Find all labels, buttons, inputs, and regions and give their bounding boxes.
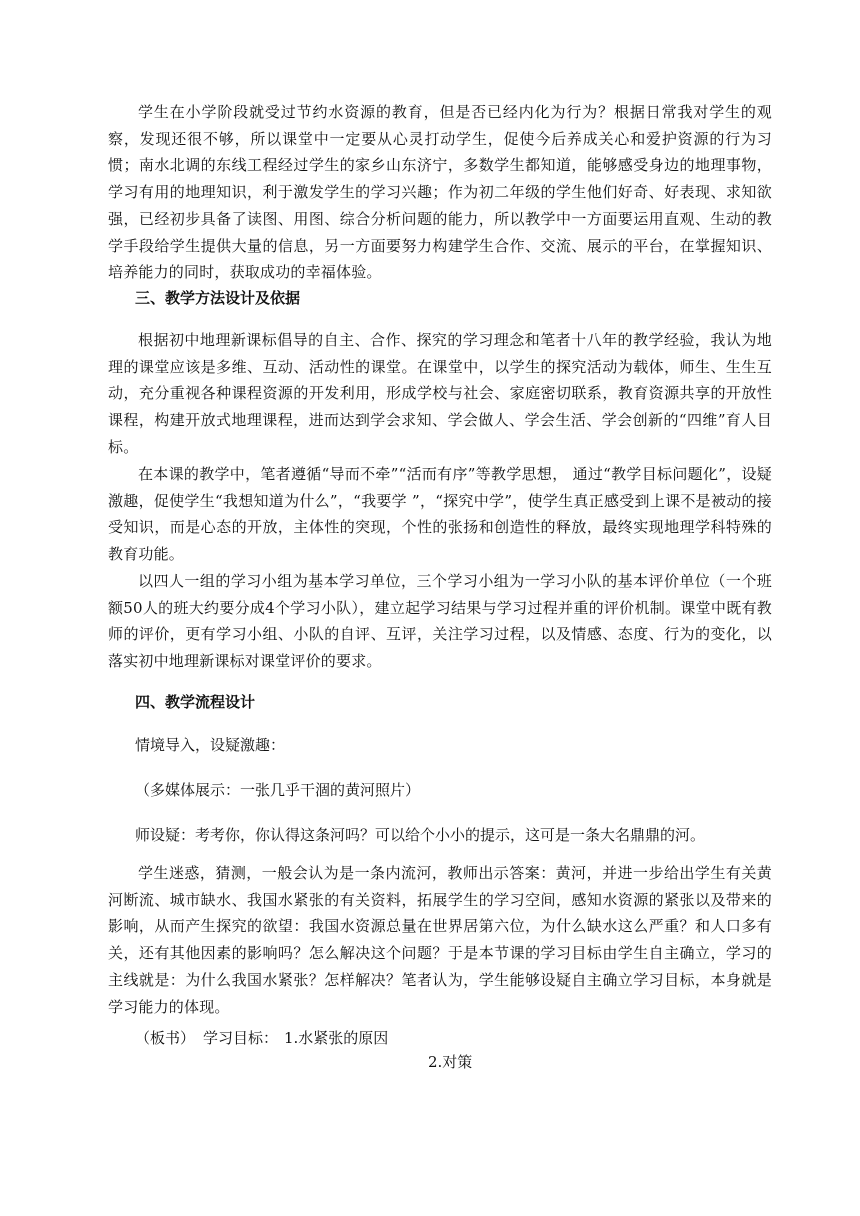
learning-goals-label: 学习目标： xyxy=(203,1029,279,1047)
text-teacher-question: 师设疑：考考你，你认得这条河吗？可以给个小小的提示，这可是一条大名鼎鼎的河。 xyxy=(135,826,706,844)
paragraph-teaching-philosophy: 在本课的教学中，笔者遵循“导而不牵”“活而有序”等教学思想， 通过“教学目标问题化”，设疑激趣，促使学生“我想知道为什么”，“我要学 ”，“探究中学”，使学生真正感受到上课不是被动的接受知识，而是心态的开放，主体性的突现，个性的张扬和创造性的释放，最终实现地理学科特殊的教育功能。 xyxy=(108,465,772,564)
section-heading-teaching-process: 四、教学流程设计 xyxy=(135,693,256,711)
learning-goal-item-1: 1.水紧张的原因 xyxy=(284,1029,389,1047)
paragraph-student-response: 学生迷惑，猜测，一般会认为是一条内流河，教师出示答案：黄河，并进一步给出学生有关黄河断流、城市缺水、我国水紧张的有关资料，拓展学生的学习空间，感知水资源的紧张以及带来的影响，从而产生探究的欲望：我国水资源总量在世界居第六位，为什么缺水这么严重？和人口多有关，还有其他因素的影响吗？怎么解决这个问题？于是本节课的学习目标由学生自主确立，学习的主线就是：为什么我国水紧张？怎样解决？笔者认为，学生能够设疑自主确立学习目标，本身就是学习能力的体现。 xyxy=(108,864,772,1016)
board-label: （板书） xyxy=(135,1029,196,1047)
paragraph-student-analysis: 学生在小学阶段就受过节约水资源的教育，但是否已经内化为行为？根据日常我对学生的观察，发现还很不够，所以课堂中一定要从心灵打动学生，促使今后养成关心和爱护资源的行为习惯；南水北调的东线工程经过学生的家乡山东济宁，多数学生都知道，能够感受身边的地理事物，学习有用的地理知识，利于激发学生的学习兴趣；作为初二年级的学生他们好奇、好表现、求知欲强，已经初步具备了读图、用图、综合分析问题的能力，所以教学中一方面要运用直观、生动的教学手段给学生提供大量的信息，另一方面要努力构建学生合作、交流、展示的平台，在掌握知识、培养能力的同时，获取成功的幸福体验。 xyxy=(108,103,772,282)
learning-goal-item-2: 2.对策 xyxy=(428,1053,473,1071)
text-scene-introduction: 情境导入，设疑激趣： xyxy=(135,736,286,754)
section-heading-teaching-method: 三、教学方法设计及依据 xyxy=(135,289,301,307)
paragraph-group-evaluation: 以四人一组的学习小组为基本学习单位，三个学习小组为一学习小队的基本评价单位（一个班额50人的班大约要分成4个学习小队），建立起学习结果与学习过程并重的评价机制。课堂中既有教师的评价，更有学习小组、小队的自评、互评，关注学习过程，以及情感、态度、行为的变化，以落实初中地理新课标对课堂评价的要求。 xyxy=(108,572,772,671)
paragraph-method-basis: 根据初中地理新课标倡导的自主、合作、探究的学习理念和笔者十八年的教学经验，我认为地理的课堂应该是多维、互动、活动性的课堂。在课堂中，以学生的探究活动为载体，师生、生生互动，充分重视各种课程资源的开发利用，形成学校与社会、家庭密切联系，教育资源共享的开放性课程，构建开放式地理课程，进而达到学会求知、学会做人、学会生活、学会创新的“四维”育人目标。 xyxy=(108,331,772,456)
text-multimedia-display: （多媒体展示：一张几乎干涸的黄河照片） xyxy=(135,781,421,799)
